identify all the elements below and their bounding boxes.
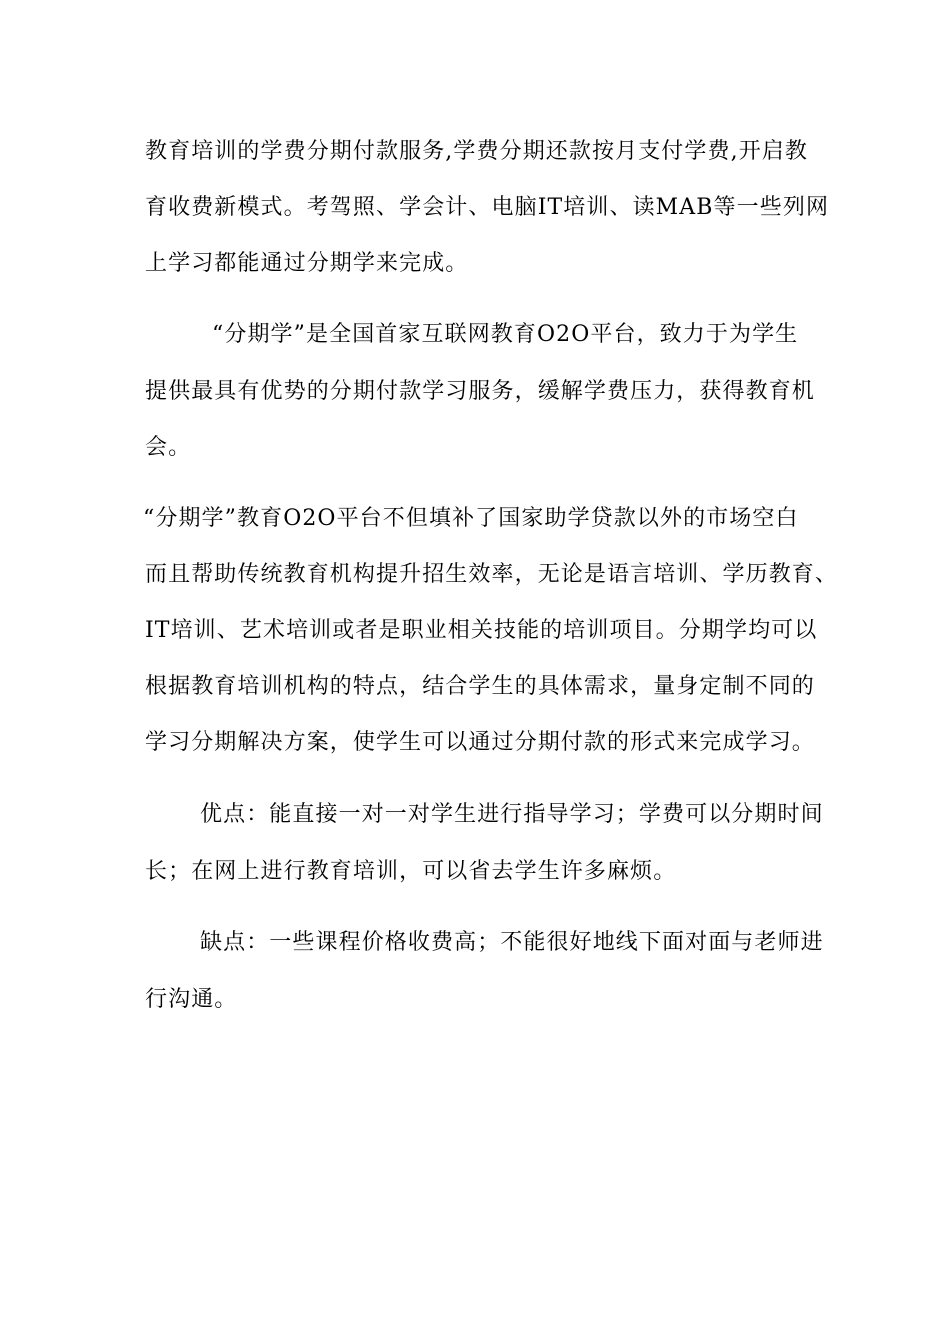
text-line: 学习分期解决方案，使学生可以通过分期付款的形式来完成学习。 bbox=[145, 730, 815, 755]
text-line: 根据教育培训机构的特点，结合学生的具体需求，量身定制不同的 bbox=[145, 674, 815, 699]
text-line: IT培训、艺术培训或者是职业相关技能的培训项目。分期学均可以 bbox=[145, 618, 818, 643]
text-line: 教育培训的学费分期付款服务,学费分期还款按月支付学费,开启教 bbox=[145, 139, 808, 164]
text-line: 育收费新模式。考驾照、学会计、电脑IT培训、读MAB等一些列网 bbox=[145, 195, 830, 220]
text-line: 提供最具有优势的分期付款学习服务，缓解学费压力，获得教育机 bbox=[145, 379, 815, 404]
text-line: 优点：能直接一对一对学生进行指导学习；学费可以分期时间 bbox=[200, 802, 824, 827]
text-line: 而且帮助传统教育机构提升招生效率，无论是语言培训、学历教育、 bbox=[145, 562, 839, 587]
text-line: 缺点：一些课程价格收费高；不能很好地线下面对面与老师进 bbox=[200, 930, 824, 955]
text-line: “分期学”是全国首家互联网教育O2O平台，致力于为学生 bbox=[212, 322, 799, 347]
text-line: 长；在网上进行教育培训，可以省去学生许多麻烦。 bbox=[145, 859, 677, 884]
text-line: 行沟通。 bbox=[145, 987, 238, 1012]
text-line: “分期学”教育O2O平台不但填补了国家助学贷款以外的市场空白 bbox=[143, 506, 799, 531]
text-line: 会。 bbox=[145, 435, 192, 460]
text-line: 上学习都能通过分期学来完成。 bbox=[145, 251, 469, 276]
